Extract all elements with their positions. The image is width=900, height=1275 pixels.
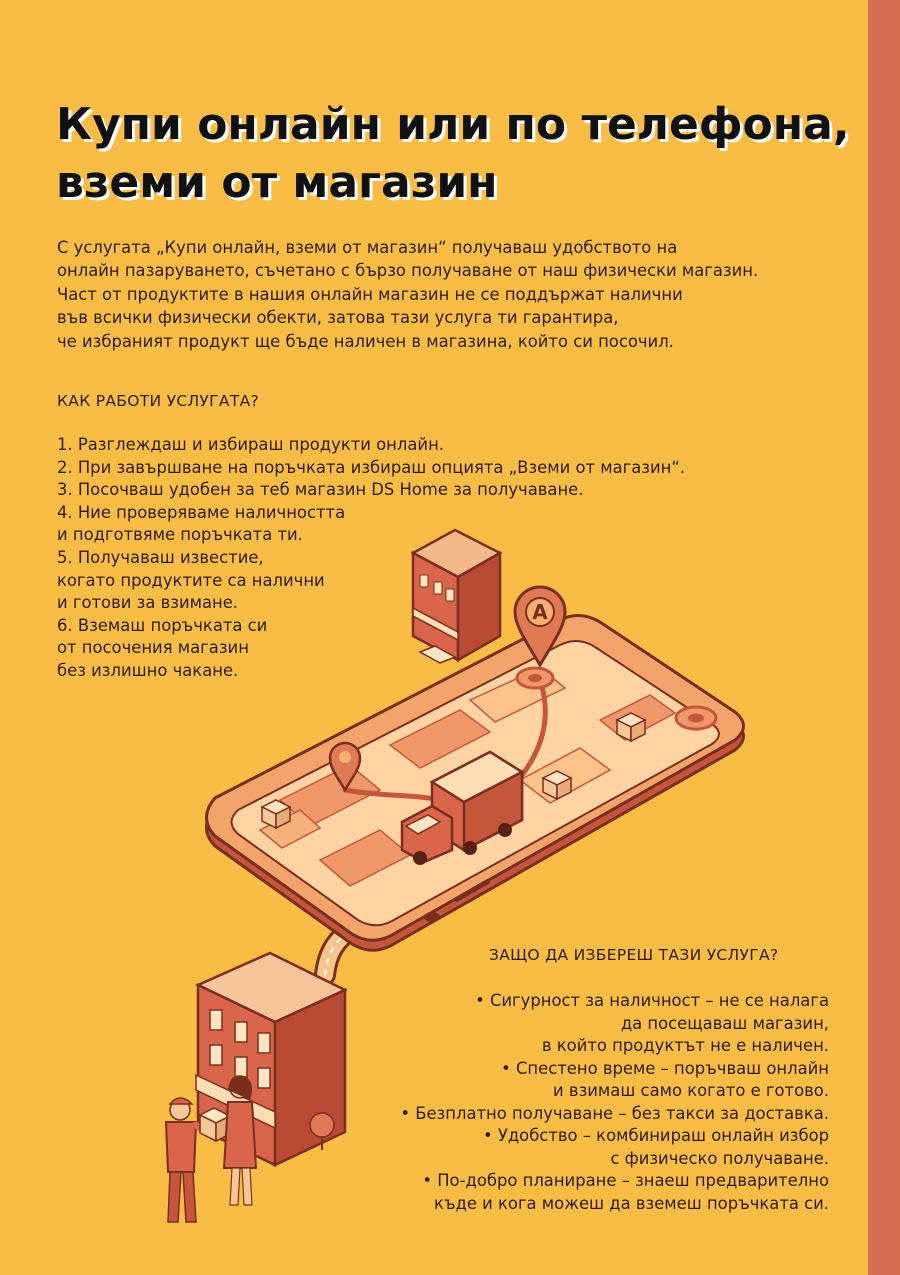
step-line: 6. Вземаш поръчката си [57,615,268,635]
map-pin-letter: A [532,600,548,624]
intro-line: онлайн пазаруването, съчетано с бързо получаване от наш физически магазин. [57,261,759,281]
step-line: 3. Посочваш удобен за теб магазин DS Home за получаване. [57,480,584,500]
benefits-list [309,990,829,1215]
step-line: и готови за взимане. [57,593,239,613]
intro-line: във всички физически обекти, затова тази услуга ти гарантира, [57,308,619,328]
page-title-line-2: вземи от магазин [56,157,498,208]
step-line: 2. При завършване на поръчката избираш опцията „Вземи от магазин“. [57,457,686,477]
benefit-line: да посещаваш магазин, [620,1013,829,1033]
benefit-line: в който продуктът не е наличен. [541,1036,829,1055]
benefit-line: и взимаш само когато е готово. [553,1081,829,1100]
origin-marker-icon [517,668,553,688]
intro-line: С услугата „Купи онлайн, вземи от магазин“ получаваш удобството на [57,238,678,257]
benefit-line: къде и кога можеш да вземеш поръчката си. [434,1193,829,1213]
package-icon [543,771,571,799]
step-line: 1. Разглеждаш и избираш продукти онлайн. [57,435,444,454]
benefit-line: • Безплатно получаване – без такси за доставка. [400,1103,829,1123]
benefit-line: • По-добро планиране – знаеш предварително [422,1171,829,1190]
step-line: 4. Ние проверяваме наличността [57,502,346,522]
package-icon [617,713,645,741]
benefit-line: с физическо получаване. [610,1148,829,1168]
intro-line: че избраният продукт ще бъде наличен в магазина, който си посочил. [57,331,674,351]
step-line: без излишно чакане. [57,660,239,680]
why-choose-heading: ЗАЩО ДА ИЗБЕРЕШ ТАЗИ УСЛУГА? [489,946,779,964]
step-line: когато продуктите са налични [57,570,325,590]
intro-line: Част от продуктите в нашия онлайн магазин не се поддържат налични [57,284,683,304]
step-line: от посочения магазин [57,638,249,658]
step-line: 5. Получаваш известие, [57,547,264,567]
page-title-line-1: Купи онлайн или по телефона, [56,99,850,150]
step-line: и подготвяме поръчката ти. [57,525,303,545]
benefit-line: • Спестено време – поръчваш онлайн [501,1058,829,1078]
package-icon [262,800,290,828]
target-marker-icon [676,707,716,729]
benefit-line: • Удобство – комбинираш онлайн избор [482,1126,829,1145]
small-store-icon [413,530,500,663]
benefit-line: • Сигурност за наличност – не се налага [475,991,829,1010]
how-it-works-heading: КАК РАБОТИ УСЛУГАТА? [57,392,260,410]
